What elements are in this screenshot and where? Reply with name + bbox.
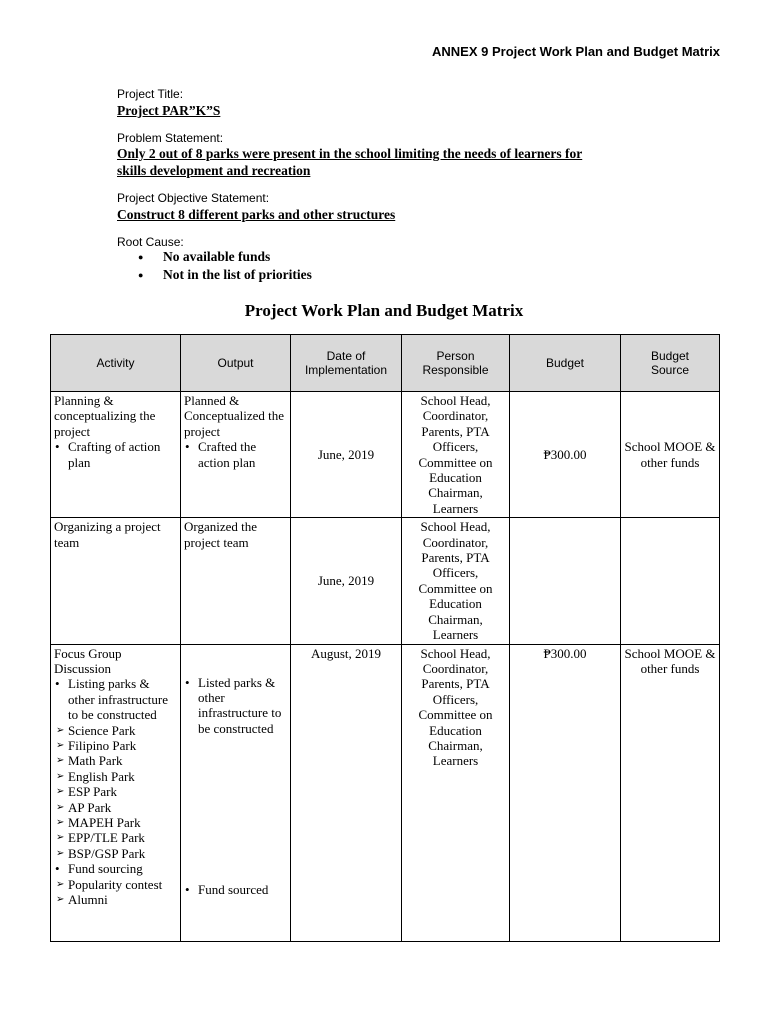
problem-statement-label: Problem Statement: bbox=[117, 131, 224, 145]
table-row bbox=[51, 392, 720, 518]
objective-statement: Construct 8 different parks and other structures bbox=[117, 207, 396, 222]
root-cause-list bbox=[138, 248, 312, 284]
header-activity: Activity bbox=[51, 335, 181, 392]
header-source-line1: Budget bbox=[650, 349, 690, 363]
root-cause-item: ● Not in the list of priorities bbox=[138, 266, 312, 284]
row1-date: June, 2019 bbox=[291, 392, 402, 518]
row2-person: School Head, Coordinator, Parents, PTA Officers, Committee on Education Chairman, Learners bbox=[402, 518, 510, 644]
matrix-title: Project Work Plan and Budget Matrix bbox=[244, 301, 524, 320]
objective-label: Project Objective Statement: bbox=[117, 191, 270, 205]
park-item: ➢ EPP/TLE Park bbox=[56, 830, 177, 845]
output-subitem: • Listed parks & other infrastructure to be constructed bbox=[184, 675, 287, 737]
project-title: Project PAR”K”S bbox=[117, 103, 221, 118]
row1-output bbox=[181, 392, 291, 518]
park-item: ➢ BSP/GSP Park bbox=[56, 846, 177, 861]
header-date-line1: Date of bbox=[326, 349, 366, 363]
row3-date: August, 2019 bbox=[291, 644, 402, 941]
work-plan-table bbox=[50, 334, 720, 942]
activity-subitem bbox=[54, 676, 177, 861]
row3-activity bbox=[51, 644, 181, 941]
park-item: ➢ Science Park bbox=[56, 723, 177, 738]
activity-text: Planning & conceptualizing the project bbox=[54, 393, 156, 439]
table-row bbox=[51, 518, 720, 644]
row1-source: School MOOE & other funds bbox=[621, 392, 720, 518]
project-title-label: Project Title: bbox=[117, 87, 184, 101]
header-output: Output bbox=[181, 335, 291, 392]
problem-statement-line1: Only 2 out of 8 parks were present in the school limiting the needs of learners for bbox=[117, 146, 583, 161]
activity-subitem-label: Listing parks & other infrastructure to be constructed bbox=[68, 676, 168, 723]
row3-person: School Head, Coordinator, Parents, PTA Officers, Committee on Education Chairman, Learners bbox=[402, 644, 510, 941]
park-item: ➢ Math Park bbox=[56, 753, 177, 768]
header-budget: Budget bbox=[510, 335, 621, 392]
fund-item: ➢ Popularity contest bbox=[56, 877, 177, 892]
activity-text: Focus Group Discussion bbox=[54, 645, 122, 676]
activity-subitem: • Crafting of action plan bbox=[54, 439, 177, 470]
header-person-line2: Responsible bbox=[422, 363, 489, 377]
header-source bbox=[621, 335, 720, 392]
root-cause-item: ● No available funds bbox=[138, 248, 312, 266]
header-person-line1: Person bbox=[436, 349, 475, 363]
header-date bbox=[291, 335, 402, 392]
row3-source: School MOOE & other funds bbox=[621, 644, 720, 941]
park-item: ➢ Filipino Park bbox=[56, 738, 177, 753]
output-subitem: • Fund sourced bbox=[184, 882, 287, 897]
park-item: ➢ ESP Park bbox=[56, 784, 177, 799]
park-item: ➢ AP Park bbox=[56, 800, 177, 815]
row2-activity: Organizing a project team bbox=[51, 518, 181, 644]
problem-statement-line2: skills development and recreation bbox=[117, 163, 311, 178]
fund-item: ➢ Alumni bbox=[56, 892, 177, 907]
output-subitem: • Crafted the action plan bbox=[184, 439, 287, 470]
root-cause-label: Root Cause: bbox=[117, 235, 184, 249]
table-row bbox=[51, 644, 720, 941]
activity-subitem bbox=[54, 861, 177, 907]
header-date-line2: Implementation bbox=[304, 363, 388, 377]
row3-output bbox=[181, 644, 291, 941]
row2-budget bbox=[510, 518, 621, 644]
row2-source bbox=[621, 518, 720, 644]
header-source-line2: Source bbox=[650, 363, 690, 377]
row3-budget: ₱300.00 bbox=[510, 644, 621, 941]
annex-header: ANNEX 9 Project Work Plan and Budget Matrix bbox=[432, 44, 720, 59]
table-header-row bbox=[51, 335, 720, 392]
row1-activity bbox=[51, 392, 181, 518]
row1-person: School Head, Coordinator, Parents, PTA Officers, Committee on Education Chairman, Learners bbox=[402, 392, 510, 518]
park-item: ➢ MAPEH Park bbox=[56, 815, 177, 830]
output-text: Planned & Conceptualized the project bbox=[184, 393, 284, 439]
park-item: ➢ English Park bbox=[56, 769, 177, 784]
row2-date: June, 2019 bbox=[291, 518, 402, 644]
row1-budget: ₱300.00 bbox=[510, 392, 621, 518]
activity-subitem-label: Fund sourcing bbox=[68, 861, 143, 877]
header-person bbox=[402, 335, 510, 392]
row2-output: Organized the project team bbox=[181, 518, 291, 644]
